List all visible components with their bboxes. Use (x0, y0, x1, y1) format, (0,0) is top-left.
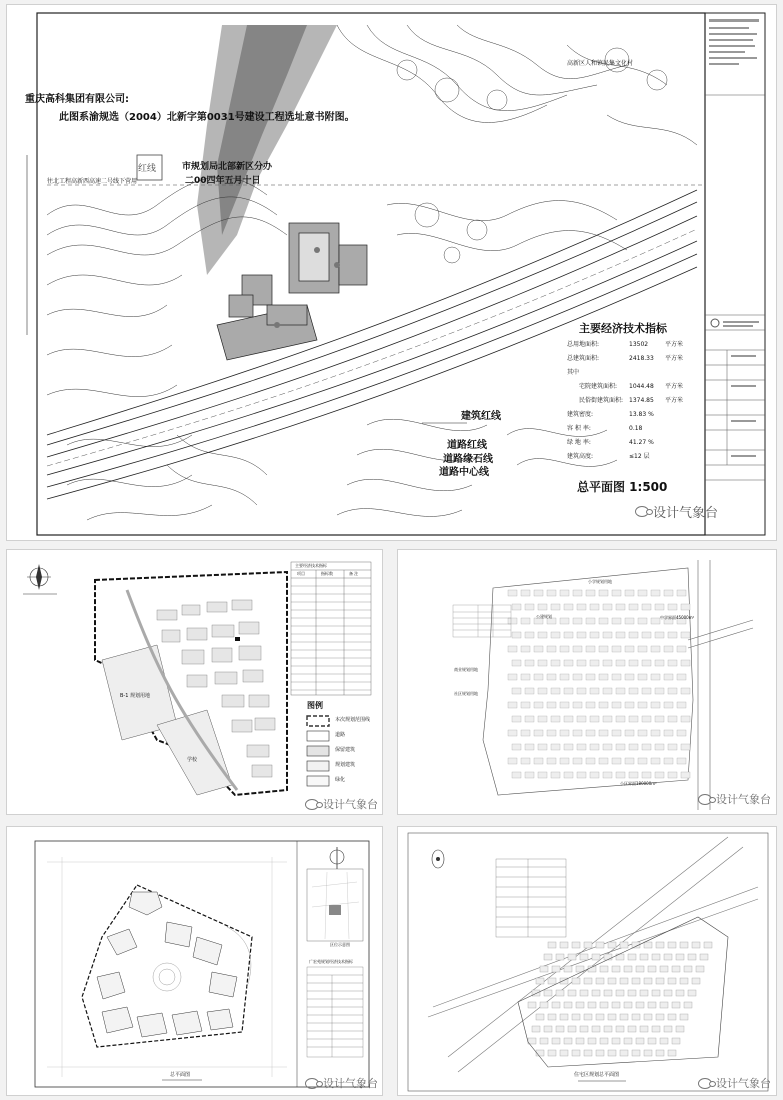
econ-unit: 平方米 (665, 341, 684, 348)
watermark: 设计气象台 (698, 791, 771, 807)
approval-note: 此图系渝规选（2004）北新字第0031号建设工程选址意书附图。 (59, 112, 355, 123)
district-label-3: 商业规划用地 (454, 667, 478, 672)
district-label-6: 小区界面180000m² (620, 781, 657, 786)
top-area-label: 高新区人和镇民集文化村 (567, 60, 634, 67)
district-label-4: 中学界面45000m² (660, 615, 695, 620)
left-road-label: 往北工程高新西高速二号线下营用 (47, 178, 138, 185)
wechat-icon (635, 506, 649, 517)
econ-row (567, 342, 702, 348)
econ-key: 其中 (567, 369, 580, 376)
econ-row (567, 398, 702, 404)
line-label-center: 道路中心线 (439, 467, 489, 478)
econ-rows (567, 342, 702, 460)
econ-key: 绿 地 率: (567, 439, 591, 446)
econ-key: 建筑高度: (567, 453, 594, 460)
scope-drawing (7, 550, 383, 815)
econ-value: ≤12 层 (629, 453, 650, 460)
legend-item-1: 本次规划范围线 (335, 717, 371, 723)
panel-residential-plan (6, 826, 383, 1096)
district-label-1: 小学规划用地 (588, 579, 612, 584)
econ-value (629, 370, 665, 376)
key-map-label: 区位示意图 (330, 942, 350, 947)
side-table-label: 广宏苑规划经济技术指标 (309, 959, 353, 964)
wechat-icon (305, 799, 319, 810)
econ-row (567, 384, 702, 390)
approval-date: 二00四年五月十日 (185, 176, 261, 186)
table-head-1: 项目 (297, 571, 305, 576)
econ-value: 41.27 % (629, 439, 654, 446)
legend-item-2: 道路 (335, 732, 346, 738)
panel-residential-master-plan (397, 826, 777, 1096)
legend-item-4: 规划建筑 (335, 762, 356, 768)
econ-row (567, 440, 702, 446)
econ-title: 主要经济技术指标 (579, 322, 667, 335)
table-head-2: 指标数 (321, 571, 333, 576)
econ-unit: 平方米 (665, 397, 684, 404)
watermark: 设计气象台 (305, 796, 378, 812)
econ-row (567, 412, 702, 418)
line-label-building: 建筑红线 (461, 411, 501, 422)
econ-value: 1044.48 (629, 383, 654, 390)
econ-row (567, 356, 702, 362)
econ-row (567, 454, 702, 460)
residential-title: 总平面图 (170, 1072, 191, 1078)
legend-title: 图例 (307, 701, 323, 710)
econ-value: 13502 (629, 341, 649, 348)
econ-key: 总建筑面积: (567, 355, 600, 362)
line-label-curb: 道路缘石线 (443, 454, 493, 465)
econ-key: 总用地面积: (567, 341, 600, 348)
district-drawing (398, 550, 777, 815)
watermark: 设计气象台 (698, 1075, 771, 1091)
econ-key: 民俗街建筑面积: (579, 397, 624, 404)
econ-key: 宅院建筑面积: (579, 383, 618, 390)
site-label-1: B-1 规划用地 (120, 693, 151, 699)
panel-planning-scope (6, 549, 383, 815)
wechat-icon (305, 1078, 319, 1089)
econ-key: 容 积 率: (567, 425, 591, 432)
wechat-icon (698, 794, 712, 805)
table-title: 主要经济技术指标 (295, 563, 327, 568)
econ-key: 建筑密度: (567, 411, 594, 418)
district-label-5: 社区规划用地 (454, 691, 478, 696)
master-plan-title: 住宅区规划总平面图 (574, 1072, 620, 1078)
econ-row (567, 370, 702, 376)
econ-value: 1374.85 (629, 397, 654, 404)
econ-value: 2418.33 (629, 355, 654, 362)
panel-district-plan (397, 549, 777, 815)
approval-stamp: 红线 (138, 164, 157, 174)
master-drawing (398, 827, 777, 1096)
wechat-icon (698, 1078, 712, 1089)
district-label-2: 公建规划 (536, 614, 552, 619)
econ-unit: 平方米 (665, 355, 684, 362)
watermark: 设计气象台 (305, 1075, 378, 1091)
plan-title: 总平面图 1:500 (577, 480, 668, 494)
line-label-road-red: 道路红线 (447, 440, 487, 451)
legend-item-3: 保留建筑 (335, 747, 356, 753)
company-name: 重庆高科集团有限公司: (25, 94, 129, 105)
approval-dept: 市规划局北部新区分办 (182, 162, 273, 172)
econ-unit: 平方米 (665, 383, 684, 390)
panel-site-plan-main (6, 4, 777, 541)
site-label-2: 学校 (187, 757, 198, 763)
econ-value: 0.18 (629, 425, 643, 432)
econ-row (567, 426, 702, 432)
econ-value: 13.83 % (629, 411, 654, 418)
table-head-3: 备 注 (349, 571, 359, 576)
legend-item-5: 绿化 (335, 777, 346, 783)
watermark: 设计气象台 (635, 502, 718, 521)
econ-indicator-block (567, 323, 702, 468)
